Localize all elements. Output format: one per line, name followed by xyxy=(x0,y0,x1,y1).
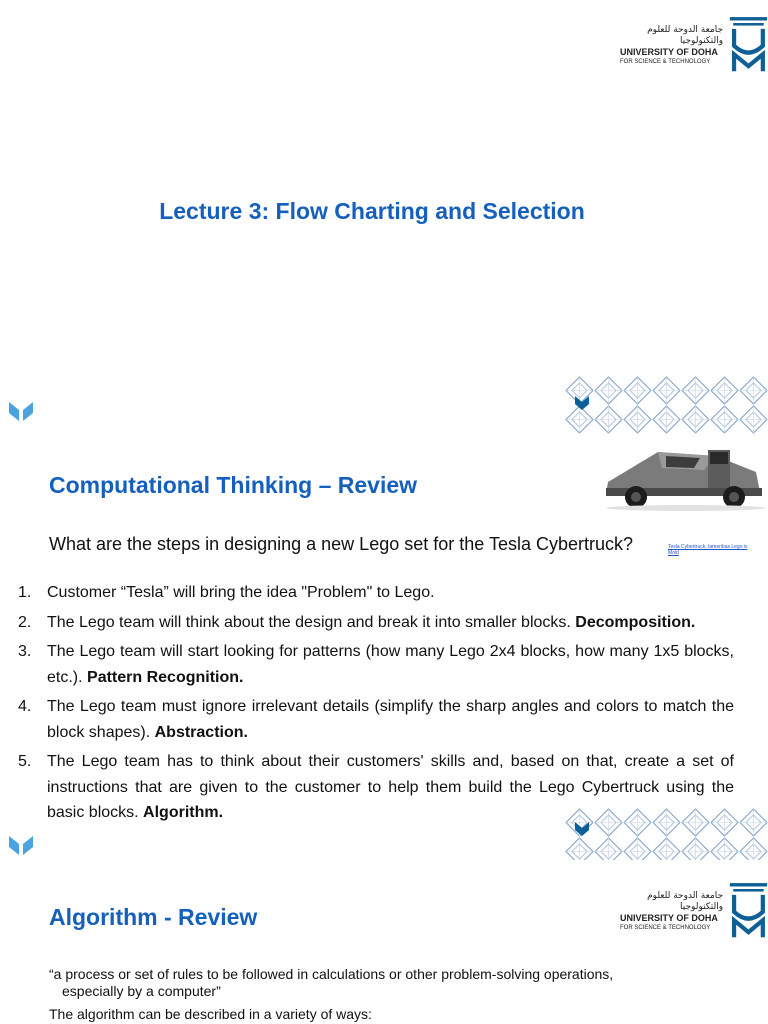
decorative-pattern xyxy=(565,376,768,434)
description-text: The algorithm can be described in a variety of ways: xyxy=(49,1006,372,1022)
chevron-mark-icon xyxy=(8,834,34,856)
section-title: Algorithm - Review xyxy=(49,904,258,930)
logo-arabic-text: جامعة الدوحة للعلوم والتكنولوجيا xyxy=(647,24,724,46)
list-item: 1. Customer “Tesla” will bring the idea "Problem" to Lego. xyxy=(18,584,435,601)
university-logo xyxy=(620,12,768,78)
list-item: 4. The Lego team must ignore irrelevant details (simplify the sharp angles and colors to match the block shapes). Abstraction. xyxy=(18,698,734,741)
logo-tagline: FOR SCIENCE & TECHNOLOGY xyxy=(620,58,711,65)
section-title: Computational Thinking – Review xyxy=(49,472,418,498)
logo-tagline: FOR SCIENCE & TECHNOLOGY xyxy=(620,924,711,931)
university-emblem-icon xyxy=(729,878,768,944)
slide-algorithm xyxy=(0,860,768,1024)
list-item: 3. The Lego team will start looking for patterns (how many Lego 2x4 blocks, how many 1x5 blocks, etc.). Pattern Recognition. xyxy=(18,643,734,686)
list-item: 5. The Lego team has to think about their customers' skills and, based on that, create a set of instructions that are given to the customer to help them build the Lego Cybertruck using the basic blocks. Algorithm. xyxy=(18,753,734,821)
slide-computational-thinking xyxy=(0,370,768,860)
logo-arabic-text: جامعة الدوحة للعلوم والتكنولوجيا xyxy=(647,890,724,912)
steps-list xyxy=(0,580,768,830)
list-item: 2. The Lego team will think about the design and break it into smaller blocks. Decomposition. xyxy=(18,613,696,631)
image-caption-link[interactable]: Tesla Cybertruck, tamenbas Lego is Mold xyxy=(668,544,748,556)
university-emblem-icon xyxy=(729,12,768,78)
logo-university-name: UNIVERSITY OF DOHA xyxy=(620,912,718,923)
question-text: What are the steps in designing a new Lego set for the Tesla Cybertruck? xyxy=(49,534,633,554)
logo-university-name: UNIVERSITY OF DOHA xyxy=(620,46,718,57)
chevron-mark-icon xyxy=(8,400,34,422)
decorative-pattern xyxy=(565,808,768,860)
lecture-title: Lecture 3: Flow Charting and Selection xyxy=(159,198,585,224)
university-logo xyxy=(620,878,768,944)
definition-quote: “a process or set of rules to be followed in calculations or other problem-solving operations, especially by a computer” xyxy=(49,966,614,999)
lego-cybertruck-image xyxy=(596,442,768,512)
slide-title xyxy=(0,0,768,370)
